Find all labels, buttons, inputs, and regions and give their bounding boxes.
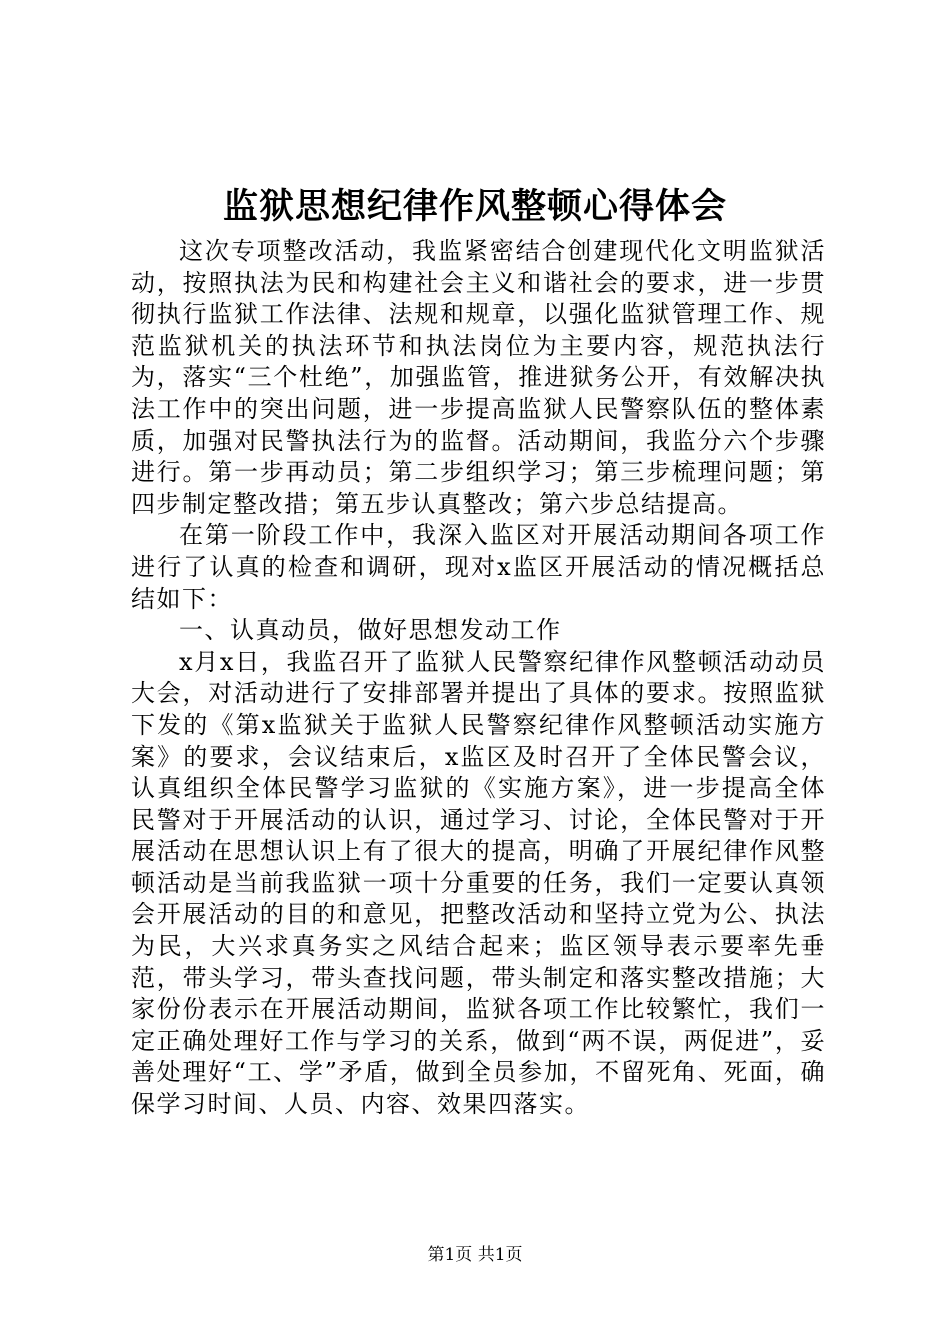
document-title: 监狱思想纪律作风整顿心得体会 (222, 186, 727, 227)
paragraph-stage-one: 在第一阶段工作中，我深入监区对开展活动期间各项工作进行了认真的检查和调研，现对x监区开展活动的情况概括总结如下： (131, 521, 826, 613)
paragraph-intro: 这次专项整改活动，我监紧密结合创建现代化文明监狱活动，按照执法为民和构建社会主义和谐社会的要求，进一步贯彻执行监狱工作法律、法规和规章，以强化监狱管理工作、规范监狱机关的执法环节和执法岗位为主要内容，规范执法行为，落实“三个杜绝”，加强监管，推进狱务公开，有效解决执法工作中的突出问题，进一步提高监狱人民警察队伍的整体素质，加强对民警执法行为的监督。活动期间，我监分六个步骤进行。第一步再动员；第二步组织学习；第三步梳理问题；第四步制定整改措；第五步认真整改；第六步总结提高。 (131, 237, 826, 518)
section-heading: 一、认真动员，做好思想发动工作 (179, 616, 562, 645)
document-body (131, 236, 826, 1121)
paragraph-mobilization: x月x日，我监召开了监狱人民警察纪律作风整顿活动动员大会，对活动进行了安排部署并提出了具体的要求。按照监狱下发的《第x监狱关于监狱人民警察纪律作风整顿活动实施方案》的要求，会议结束后，x监区及时召开了全体民警会议，认真组织全体民警学习监狱的《实施方案》，进一步提高全体民警对于开展活动的认识，通过学习、讨论，全体民警对于开展活动在思想认识上有了很大的提高，明确了开展纪律作风整顿活动是当前我监狱一项十分重要的任务，我们一定要认真领会开展活动的目的和意见，把整改活动和坚持立党为公、执法为民，大兴求真务实之风结合起来；监区领导表示要率先垂范，带头学习，带头查找问题，带头制定和落实整改措施；大家份份表示在开展活动期间，监狱各项工作比较繁忙，我们一定正确处理好工作与学习的关系，做到“两不误，两促进”，妥善处理好“工、学”矛盾，做到全员参加，不留死角、死面，确保学习时间、人员、内容、效果四落实。 (131, 647, 826, 1119)
page-footer: 第1页 共1页 (427, 1245, 523, 1265)
